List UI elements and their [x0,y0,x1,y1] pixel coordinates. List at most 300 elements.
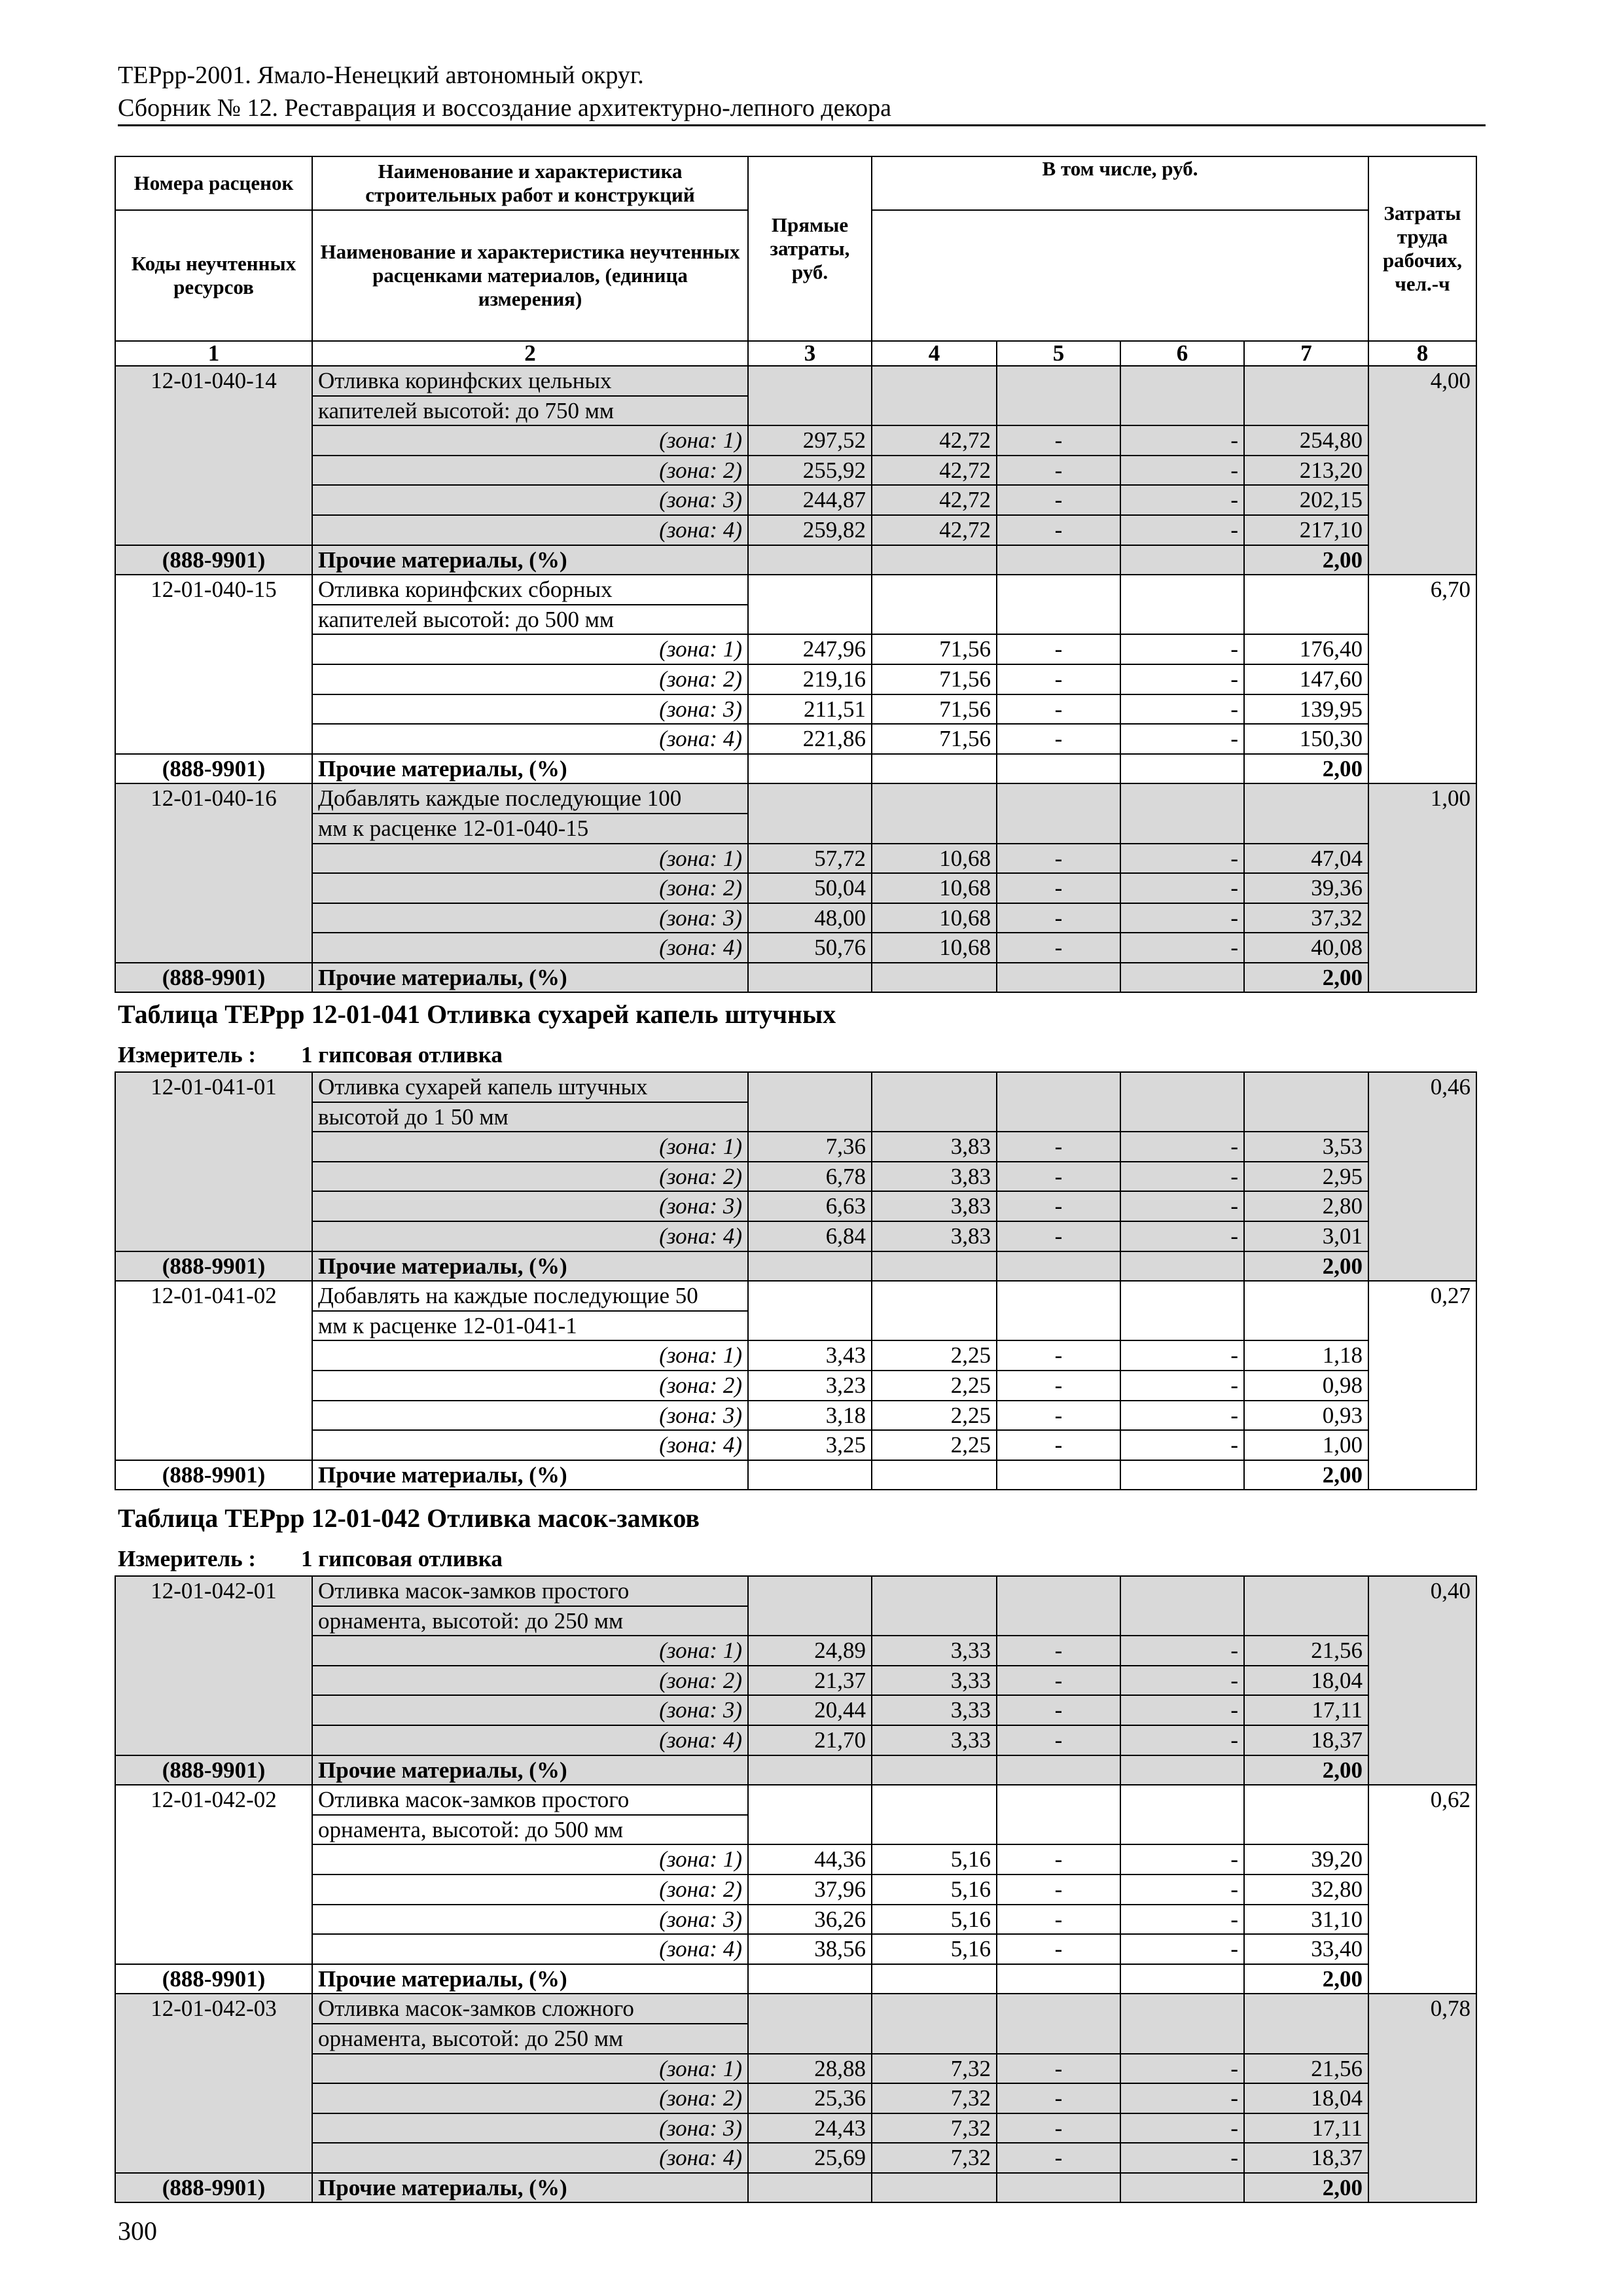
direct-cost: 28,88 [748,2054,872,2084]
zone-label: (зона: 1) [312,844,748,874]
worker-pay: 3,33 [872,1666,997,1696]
materials: 139,95 [1244,694,1368,725]
col-num-8: 8 [1368,341,1476,366]
materials: 0,98 [1244,1371,1368,1401]
zone-label: (зона: 4) [312,1221,748,1251]
zone-row [115,2113,1476,2144]
zone-row [115,724,1476,754]
worker-pay [872,1460,997,1490]
direct-cost: 259,82 [748,515,872,545]
rate-code: 12-01-041-02 [115,1281,312,1460]
machinist-pay: - [1120,1934,1244,1964]
direct-cost: 211,51 [748,694,872,725]
zone-label: (зона: 3) [312,1905,748,1935]
rate-code: 12-01-042-02 [115,1785,312,1964]
zone-row [115,1401,1476,1431]
materials: 2,00 [1244,1964,1368,1994]
machine-total [997,1964,1120,1994]
materials: 18,04 [1244,1666,1368,1696]
zone-label: (зона: 2) [312,873,748,903]
col-labor-cost: Затраты труда рабочих, чел.-ч [1368,156,1476,341]
machine-total: - [997,1844,1120,1874]
zone-row [115,1844,1476,1874]
resource-code: (888-9901) [115,1755,312,1785]
worker-pay [872,545,997,575]
machinist-pay: - [1120,1874,1244,1905]
col-num-2: 2 [312,341,748,366]
materials: 2,00 [1244,1251,1368,1282]
direct-cost [748,754,872,784]
zone-label: (зона: 3) [312,1401,748,1431]
machine-total: - [997,1132,1120,1162]
materials: 21,56 [1244,2054,1368,2084]
rate-row [115,366,1476,396]
machine-total: - [997,1905,1120,1935]
direct-cost: 3,18 [748,1401,872,1431]
zone-label: (зона: 1) [312,425,748,456]
direct-cost [748,366,872,425]
machinist-pay: - [1120,1666,1244,1696]
rate-code: 12-01-042-03 [115,1994,312,2173]
worker-pay: 42,72 [872,425,997,456]
labor-cost: 1,00 [1368,783,1476,992]
direct-cost: 219,16 [748,664,872,694]
worker-pay: 10,68 [872,844,997,874]
measure-line-041 [118,1041,503,1069]
worker-pay: 3,83 [872,1132,997,1162]
worker-pay: 3,33 [872,1636,997,1666]
worker-pay: 5,16 [872,1844,997,1874]
worker-pay [872,575,997,634]
machinist-pay: - [1120,1844,1244,1874]
direct-cost: 3,43 [748,1340,872,1371]
machinist-pay [1120,1251,1244,1282]
machinist-pay [1120,575,1244,634]
machinist-pay: - [1120,485,1244,515]
machinist-pay: - [1120,933,1244,963]
column-header [115,156,1476,366]
direct-cost [748,1964,872,1994]
materials: 2,95 [1244,1162,1368,1192]
zone-row [115,2143,1476,2173]
materials: 47,04 [1244,844,1368,874]
machinist-pay: - [1120,664,1244,694]
resource-code: (888-9901) [115,1251,312,1282]
resource-code: (888-9901) [115,963,312,993]
worker-pay: 2,25 [872,1371,997,1401]
machinist-pay: - [1120,1695,1244,1725]
rate-code: 12-01-042-01 [115,1576,312,1755]
rate-row [115,1994,1476,2024]
materials: 2,00 [1244,1460,1368,1490]
machinist-pay [1120,1281,1244,1340]
table-body [115,366,1476,992]
zone-row [115,515,1476,545]
zone-row [115,933,1476,963]
resource-row [115,754,1476,784]
header-line-1: ТЕРрр-2001. Ямало-Ненецкий автономный округ. [118,62,644,89]
materials: 21,56 [1244,1636,1368,1666]
machine-total [997,754,1120,784]
zone-label: (зона: 3) [312,694,748,725]
zone-row [115,1340,1476,1371]
col-resource-code: Коды неучтенных ресурсов [115,210,312,341]
work-name-line: орнамента, высотой: до 250 мм [312,1606,748,1636]
worker-pay: 10,68 [872,873,997,903]
col-num-7: 7 [1244,341,1368,366]
worker-pay: 5,16 [872,1905,997,1935]
col-num-6: 6 [1120,341,1244,366]
worker-pay: 3,33 [872,1725,997,1755]
materials: 3,53 [1244,1132,1368,1162]
machinist-pay: - [1120,2054,1244,2084]
machinist-pay: - [1120,2113,1244,2144]
worker-pay [872,963,997,993]
rate-code: 12-01-040-15 [115,575,312,754]
direct-cost: 25,36 [748,2083,872,2113]
machinist-pay: - [1120,1191,1244,1221]
resource-code: (888-9901) [115,1460,312,1490]
machinist-pay: - [1120,873,1244,903]
machinist-pay: - [1120,1636,1244,1666]
machinist-pay: - [1120,2083,1244,2113]
worker-pay: 42,72 [872,485,997,515]
resource-row [115,1251,1476,1282]
zone-row [115,1636,1476,1666]
measure-label: Измеритель : [118,1042,257,1067]
rate-row [115,1576,1476,1606]
machinist-pay [1120,1072,1244,1132]
direct-cost: 255,92 [748,456,872,486]
direct-cost [748,1281,872,1340]
resource-name: Прочие материалы, (%) [312,2173,748,2203]
direct-cost: 6,84 [748,1221,872,1251]
work-name-line: Отливка масок-замков простого [312,1576,748,1606]
materials: 2,00 [1244,2173,1368,2203]
work-name-line: высотой до 1 50 мм [312,1102,748,1132]
direct-cost: 244,87 [748,485,872,515]
resource-row [115,1964,1476,1994]
zone-label: (зона: 3) [312,485,748,515]
worker-pay: 2,25 [872,1430,997,1460]
worker-pay: 2,25 [872,1401,997,1431]
rates-table-3 [115,1575,1477,2203]
machine-total: - [997,1874,1120,1905]
machinist-pay: - [1120,1221,1244,1251]
materials: 39,20 [1244,1844,1368,1874]
labor-cost: 6,70 [1368,575,1476,783]
worker-pay: 42,72 [872,456,997,486]
worker-pay: 71,56 [872,694,997,725]
resource-name: Прочие материалы, (%) [312,1460,748,1490]
resource-name: Прочие материалы, (%) [312,754,748,784]
table-body [115,1576,1476,2202]
labor-cost: 0,62 [1368,1785,1476,1994]
machine-total: - [997,456,1120,486]
machinist-pay: - [1120,1371,1244,1401]
machine-total [997,1460,1120,1490]
worker-pay [872,1964,997,1994]
zone-row [115,1221,1476,1251]
materials: 0,93 [1244,1401,1368,1431]
machinist-pay: - [1120,1430,1244,1460]
zone-label: (зона: 1) [312,634,748,664]
zone-row [115,694,1476,725]
resource-row [115,1755,1476,1785]
resource-row [115,963,1476,993]
machine-total: - [997,1695,1120,1725]
resource-name: Прочие материалы, (%) [312,545,748,575]
direct-cost: 3,23 [748,1371,872,1401]
materials: 32,80 [1244,1874,1368,1905]
zone-label: (зона: 4) [312,933,748,963]
worker-pay: 3,83 [872,1162,997,1192]
resource-name: Прочие материалы, (%) [312,1251,748,1282]
labor-cost: 4,00 [1368,366,1476,575]
machinist-pay [1120,1460,1244,1490]
machinist-pay [1120,1755,1244,1785]
materials: 254,80 [1244,425,1368,456]
direct-cost: 50,04 [748,873,872,903]
rate-code: 12-01-041-01 [115,1072,312,1251]
machine-total: - [997,873,1120,903]
zone-label: (зона: 1) [312,2054,748,2084]
machinist-pay: - [1120,425,1244,456]
direct-cost [748,1994,872,2053]
work-name-line: капителей высотой: до 750 мм [312,396,748,426]
col-material-name: Наименование и характеристика неучтенных расценками материалов, (единица измерения) [312,210,748,341]
rates-table-1 [115,156,1477,993]
zone-row [115,1905,1476,1935]
zone-row [115,1162,1476,1192]
direct-cost [748,575,872,634]
col-direct-cost: Прямые затраты, руб. [748,156,872,341]
direct-cost [748,1785,872,1844]
machine-total: - [997,2083,1120,2113]
machinist-pay [1120,2173,1244,2203]
labor-cost: 0,78 [1368,1994,1476,2202]
materials: 1,00 [1244,1430,1368,1460]
zone-label: (зона: 4) [312,1430,748,1460]
machinist-pay: - [1120,1401,1244,1431]
direct-cost [748,783,872,843]
direct-cost [748,1576,872,1636]
worker-pay: 71,56 [872,724,997,754]
zone-row [115,1430,1476,1460]
direct-cost: 6,78 [748,1162,872,1192]
machine-total: - [997,515,1120,545]
worker-pay [872,1755,997,1785]
materials [1244,1072,1368,1132]
zone-row [115,634,1476,664]
work-name-line: Добавлять на каждые последующие 50 [312,1281,748,1311]
work-name-line: Отливка коринфских цельных [312,366,748,396]
worker-pay [872,1251,997,1282]
worker-pay: 71,56 [872,664,997,694]
materials: 18,37 [1244,1725,1368,1755]
direct-cost [748,545,872,575]
machine-total [997,1072,1120,1132]
materials [1244,1576,1368,1636]
work-name-line: мм к расценке 12-01-040-15 [312,814,748,844]
machine-total: - [997,664,1120,694]
direct-cost: 3,25 [748,1430,872,1460]
machine-total: - [997,1191,1120,1221]
worker-pay: 3,33 [872,1695,997,1725]
worker-pay: 7,32 [872,2083,997,2113]
direct-cost: 20,44 [748,1695,872,1725]
direct-cost [748,1755,872,1785]
materials: 150,30 [1244,724,1368,754]
machine-total: - [997,1666,1120,1696]
work-name-line: Добавлять каждые последующие 100 [312,783,748,814]
zone-label: (зона: 2) [312,1874,748,1905]
direct-cost: 21,70 [748,1725,872,1755]
machinist-pay: - [1120,456,1244,486]
materials: 33,40 [1244,1934,1368,1964]
materials: 37,32 [1244,903,1368,933]
machinist-pay [1120,1964,1244,1994]
materials: 2,00 [1244,754,1368,784]
materials: 147,60 [1244,664,1368,694]
worker-pay: 5,16 [872,1934,997,1964]
machinist-pay: - [1120,1132,1244,1162]
running-header [118,59,1486,126]
table-body [115,1072,1476,1490]
col-num-4: 4 [872,341,997,366]
machine-total [997,545,1120,575]
direct-cost: 25,69 [748,2143,872,2173]
machinist-pay: - [1120,724,1244,754]
machine-total [997,1281,1120,1340]
direct-cost [748,2173,872,2203]
zone-row [115,485,1476,515]
worker-pay: 7,32 [872,2113,997,2144]
direct-cost [748,1251,872,1282]
zone-row [115,1695,1476,1725]
rates-table-2 [115,1071,1477,1490]
materials: 18,37 [1244,2143,1368,2173]
materials: 3,01 [1244,1221,1368,1251]
direct-cost: 50,76 [748,933,872,963]
direct-cost: 7,36 [748,1132,872,1162]
machine-total: - [997,2143,1120,2173]
rate-row [115,1072,1476,1102]
zone-row [115,873,1476,903]
machine-total [997,1576,1120,1636]
zone-label: (зона: 3) [312,1191,748,1221]
page-number: 300 [118,2216,157,2246]
materials [1244,1281,1368,1340]
zone-row [115,844,1476,874]
col-including: В том числе, руб. [872,156,1368,210]
zone-label: (зона: 2) [312,664,748,694]
machine-total: - [997,694,1120,725]
machine-total: - [997,1401,1120,1431]
materials [1244,783,1368,843]
machinist-pay: - [1120,844,1244,874]
resource-name: Прочие материалы, (%) [312,963,748,993]
materials: 202,15 [1244,485,1368,515]
machine-total: - [997,844,1120,874]
worker-pay [872,754,997,784]
materials: 2,00 [1244,1755,1368,1785]
worker-pay [872,2173,997,2203]
direct-cost: 57,72 [748,844,872,874]
header-line-2: Сборник № 12. Реставрация и воссоздание архитектурно-лепного декора [118,94,891,122]
resource-row [115,545,1476,575]
rate-row [115,575,1476,605]
labor-cost: 0,40 [1368,1576,1476,1785]
direct-cost: 36,26 [748,1905,872,1935]
materials: 40,08 [1244,933,1368,963]
work-name-line: орнамента, высотой: до 500 мм [312,1815,748,1845]
measure-value: 1 гипсовая отливка [301,1546,503,1571]
table-title-041: Таблица ТЕРрр 12-01-041 Отливка сухарей капель штучных [118,999,836,1029]
zone-label: (зона: 2) [312,1666,748,1696]
worker-pay [872,1281,997,1340]
machinist-pay [1120,1576,1244,1636]
zone-label: (зона: 3) [312,2113,748,2144]
zone-label: (зона: 1) [312,1340,748,1371]
machine-total: - [997,724,1120,754]
direct-cost: 24,43 [748,2113,872,2144]
materials [1244,1994,1368,2053]
worker-pay: 2,25 [872,1340,997,1371]
machine-total: - [997,2113,1120,2144]
machine-total [997,1994,1120,2053]
zone-row [115,1666,1476,1696]
materials [1244,575,1368,634]
resource-row [115,2173,1476,2203]
resource-name: Прочие материалы, (%) [312,1755,748,1785]
zone-label: (зона: 1) [312,1844,748,1874]
worker-pay [872,1072,997,1132]
materials: 17,11 [1244,1695,1368,1725]
direct-cost: 37,96 [748,1874,872,1905]
direct-cost: 48,00 [748,903,872,933]
labor-cost: 0,27 [1368,1281,1476,1490]
zone-row [115,903,1476,933]
machinist-pay: - [1120,903,1244,933]
worker-pay: 71,56 [872,634,997,664]
worker-pay: 3,83 [872,1191,997,1221]
col-rate-number: Номера расценок [115,156,312,210]
worker-pay [872,1576,997,1636]
zone-label: (зона: 1) [312,1132,748,1162]
rate-row [115,783,1476,814]
zone-row [115,425,1476,456]
machinist-pay [1120,783,1244,843]
machinist-pay [1120,754,1244,784]
direct-cost: 247,96 [748,634,872,664]
resource-code: (888-9901) [115,754,312,784]
zone-label: (зона: 3) [312,903,748,933]
machine-total: - [997,1725,1120,1755]
zone-label: (зона: 1) [312,1636,748,1666]
zone-label: (зона: 2) [312,1162,748,1192]
machine-total [997,1755,1120,1785]
machinist-pay [1120,366,1244,425]
col-work-name: Наименование и характеристика строительных работ и конструкций [312,156,748,210]
direct-cost: 24,89 [748,1636,872,1666]
materials: 39,36 [1244,873,1368,903]
work-name-line: Отливка сухарей капель штучных [312,1072,748,1102]
resource-code: (888-9901) [115,2173,312,2203]
work-name-line: орнамента, высотой: до 250 мм [312,2024,748,2054]
resource-row [115,1460,1476,1490]
zone-label: (зона: 2) [312,456,748,486]
